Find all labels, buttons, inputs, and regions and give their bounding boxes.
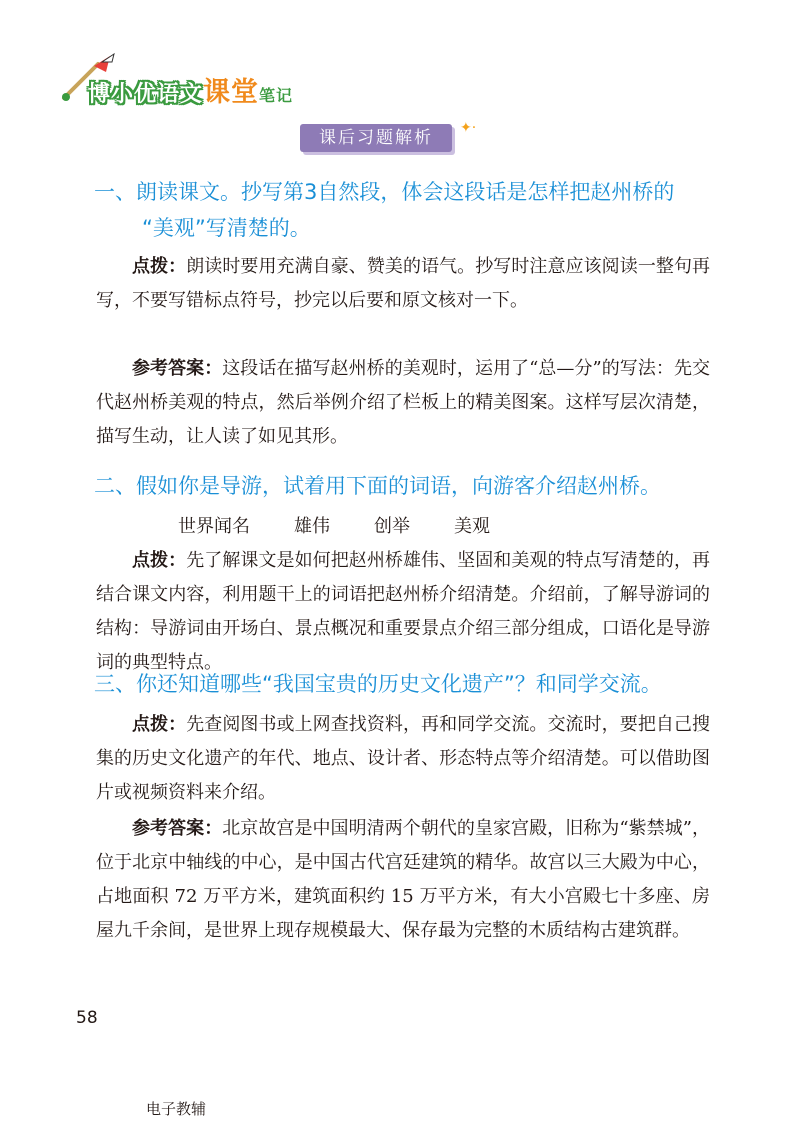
q1-tip bbox=[96, 250, 710, 318]
vocab-word: 世界闻名 bbox=[178, 516, 250, 537]
q3-answer-text: 北京故宫是中国明清两个朝代的皇家宫殿，旧称为“紫禁城”，位于北京中轴线的中心，是中国古代宫廷建筑的精华。故宫以三大殿为中心，占地面积 72 万平方米，建筑面积约 15 万平方米，有大小宫殿七十多座、房屋九千余间，是世界上现存规模最大、保存最为完整的木质结构古建筑群。 bbox=[96, 818, 710, 941]
logo-classroom: 课堂 bbox=[203, 77, 260, 108]
q3-tip bbox=[96, 708, 710, 810]
q3-answer bbox=[96, 812, 710, 948]
vocab-word: 美观 bbox=[454, 516, 490, 537]
q1-answer-text: 这段话在描写赵州桥的美观时，运用了“总—分”的写法：先交代赵州桥美观的特点，然后举例介绍了栏板上的精美图案。这样写层次清楚，描写生动，让人读了如见其形。 bbox=[96, 358, 710, 447]
question-2-line1: 二、假如你是导游，试着用下面的词语，向游客介绍赵州桥。 bbox=[94, 474, 661, 498]
brand-logo bbox=[58, 52, 318, 106]
logo-notes: 笔记 bbox=[259, 86, 294, 105]
q3-tip-text: 先查阅图书或上网查找资料，再和同学交流。交流时，要把自己搜集的历史文化遗产的年代、地点、设计者、形态特点等介绍清楚。可以借助图片或视频资料来介绍。 bbox=[96, 714, 711, 803]
q2-tip bbox=[96, 544, 710, 680]
q1-tip-label: 点拨： bbox=[132, 256, 187, 277]
section-banner bbox=[300, 120, 477, 156]
vocabulary-list bbox=[178, 512, 534, 542]
q1-tip-text: 朗读时要用充满自豪、赞美的语气。抄写时注意应该阅读一整句再写，不要写错标点符号，抄完以后要和原文核对一下。 bbox=[96, 256, 711, 311]
q2-tip-text: 先了解课文是如何把赵州桥雄伟、坚固和美观的特点写清楚的，再结合课文内容，利用题干上的词语把赵州桥介绍清楚。介绍前，了解导游词的结构：导游词由开场白、景点概况和重要景点介绍三部分组成，口语化是导游词的典型特点。 bbox=[96, 550, 711, 673]
vocab-word: 创举 bbox=[374, 516, 410, 537]
page-number: 58 bbox=[76, 1008, 98, 1028]
question-2 bbox=[94, 468, 714, 504]
logo-title: 博小优语文 bbox=[88, 82, 204, 107]
question-1-line1: 一、朗读课文。抄写第3自然段，体会这段话是怎样把赵州桥的 bbox=[94, 180, 675, 204]
q1-answer bbox=[96, 352, 710, 454]
question-3-line1: 三、你还知道哪些“我国宝贵的历史文化遗产”？和同学交流。 bbox=[94, 672, 662, 696]
footer-note: 电子教辅 bbox=[146, 1100, 207, 1118]
q2-tip-label: 点拨： bbox=[132, 550, 187, 571]
question-1 bbox=[94, 174, 714, 246]
section-banner-label: 课后习题解析 bbox=[300, 124, 452, 152]
q3-tip-label: 点拨： bbox=[132, 714, 187, 735]
vocab-word: 雄伟 bbox=[294, 516, 330, 537]
q3-answer-label: 参考答案： bbox=[132, 818, 223, 839]
question-1-line2: “美观”写清楚的。 bbox=[142, 216, 311, 240]
sparkle-icon: ✦· bbox=[460, 120, 477, 136]
q1-answer-label: 参考答案： bbox=[132, 358, 223, 379]
question-3 bbox=[94, 666, 714, 702]
